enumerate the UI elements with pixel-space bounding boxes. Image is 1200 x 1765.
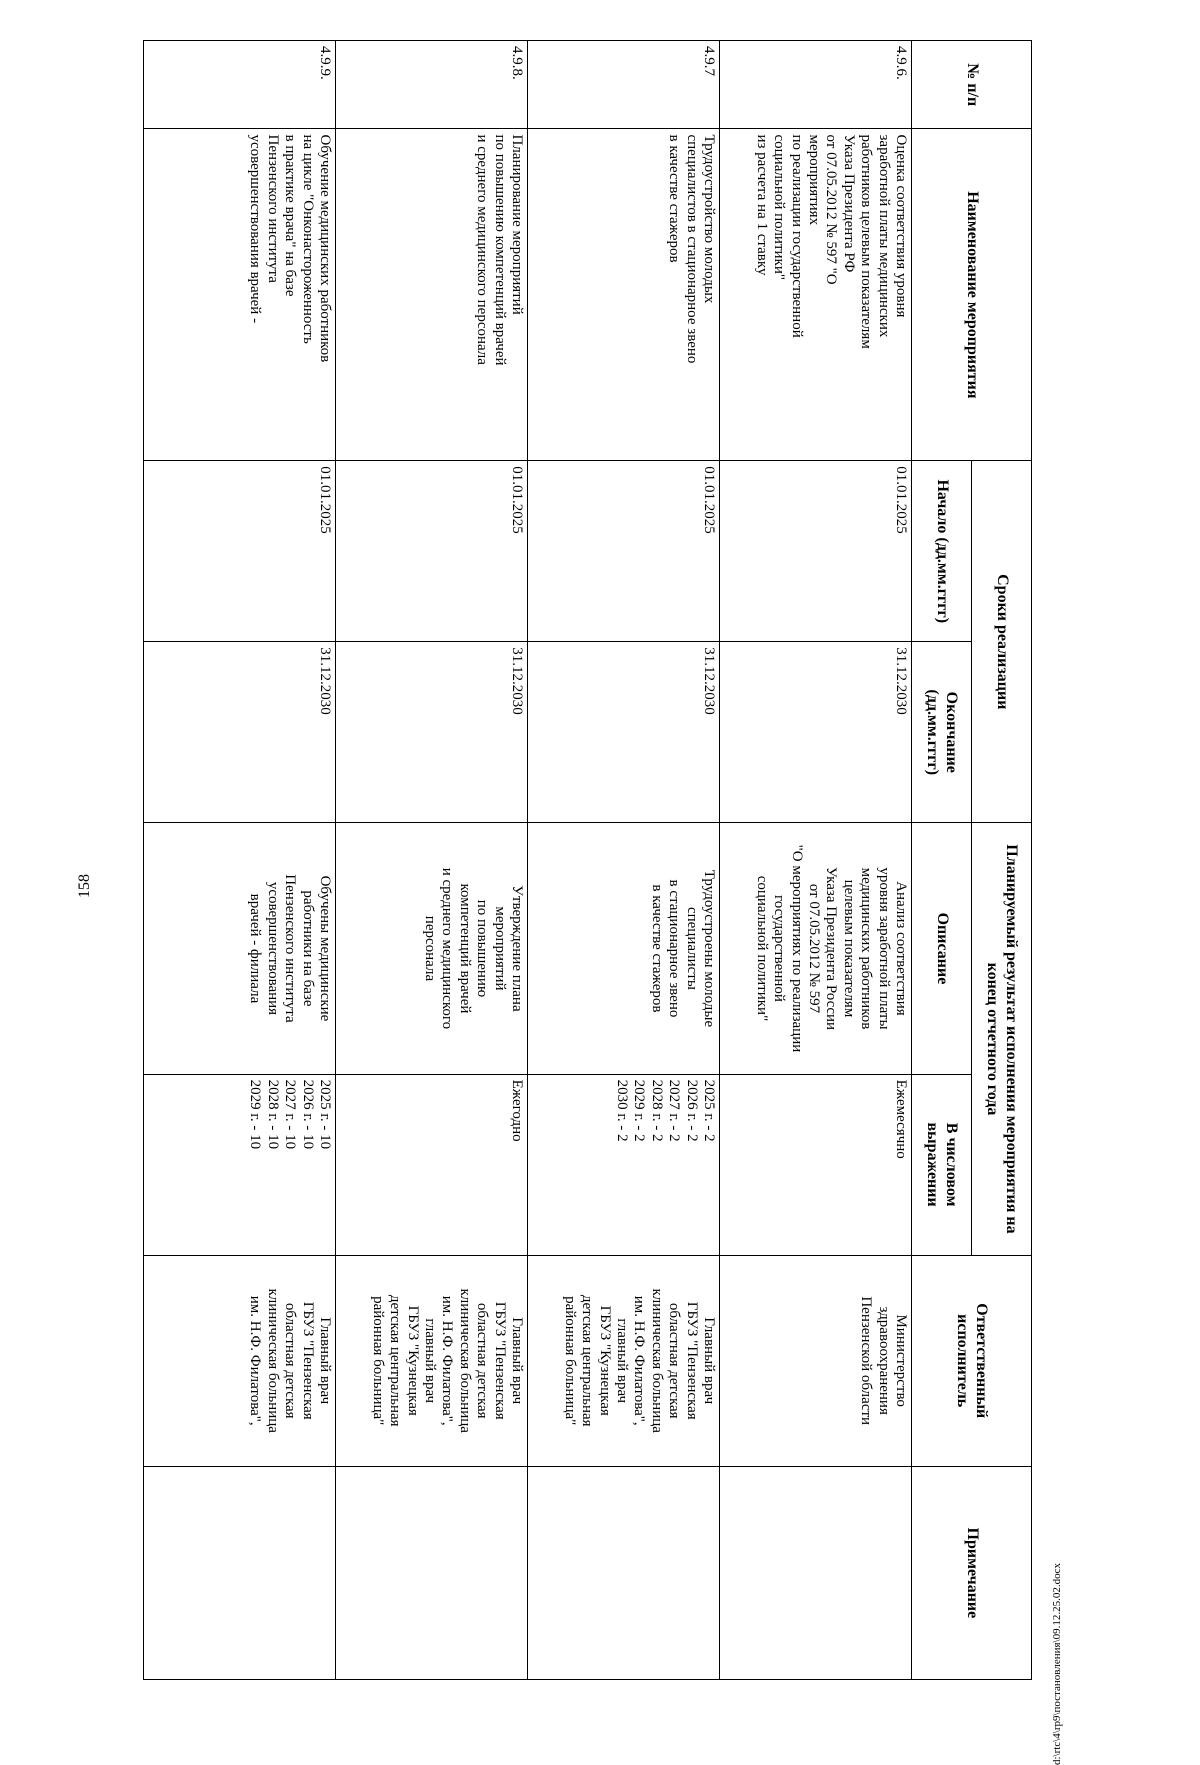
result-description-line: мероприятий [491,906,508,991]
responsible-executor-line: детская центральная [579,1294,596,1427]
result-description-line: медицинских работников [858,867,875,1030]
table-row [720,41,912,1680]
responsible-executor [336,1255,528,1466]
measure-name-line: заработной платы медицинских [875,134,892,338]
measure-name-line: по повышению компетенций врачей [491,134,508,366]
header-description: Описание [912,823,972,1074]
responsible-executor-line: ГБУЗ "Пензенская [299,1301,316,1420]
measure-name [144,129,336,461]
result-numeric-line: 2027 г. - 10 [282,1079,299,1150]
result-numeric-line: 2030 г. - 2 [614,1079,631,1142]
header-note: Примечание [912,1466,1032,1679]
result-description-line: Анализ соответствия [893,881,909,1016]
result-description [528,823,720,1074]
note [528,1466,720,1679]
measure-name-line: на цикле "Онконастороженность [299,134,316,344]
responsible-executor-line: Главный врач [317,1317,333,1405]
start-date: 01.01.2025 [720,461,912,642]
measure-name-line: Трудоустройство молодых [701,134,717,304]
result-description-line: врачей - филиала [247,893,264,1004]
result-description-line: компетенций врачей [456,883,473,1014]
header-period: Сроки реализации [972,461,1032,823]
result-numeric-line: 2026 г. - 10 [299,1079,316,1150]
measures-table-container [172,40,1032,1680]
row-number: 4.9.6. [720,41,912,129]
end-date: 31.12.2030 [528,642,720,823]
responsible-executor-line: областная детская [474,1302,491,1419]
result-description [336,823,528,1074]
measure-name-line: и среднего медицинского персонала [474,134,491,365]
result-description-line: в качестве стажеров [648,884,665,1013]
result-description-line: государственной [771,895,788,1002]
measure-name-line: Планирование мероприятий [509,134,525,315]
header-start: Начало (дд.мм.гггг) [912,461,972,642]
result-description-line: специалисты [683,906,700,990]
result-numeric-line: 2027 г. - 2 [666,1079,683,1142]
responsible-executor-line: ГБУЗ "Кузнецкая [404,1305,421,1416]
result-numeric-line: 2028 г. - 10 [264,1079,281,1150]
responsible-executor-line: детская центральная [387,1294,404,1427]
note [336,1466,528,1679]
responsible-executor-line: им. Н.Ф. Филатова", [247,1295,264,1426]
note [720,1466,912,1679]
responsible-executor-line: здравоохранения [875,1306,892,1415]
measure-name [336,129,528,461]
responsible-executor-line: областная детская [666,1302,683,1419]
start-date: 01.01.2025 [336,461,528,642]
result-description-line: Утверждение плана [509,885,525,1012]
header-result: Планируемый результат исполнения мероприятия на конец отчетного года [972,823,1032,1255]
result-numeric-line: 2029 г. - 10 [247,1079,264,1150]
end-date: 31.12.2030 [336,642,528,823]
result-description [720,823,912,1074]
responsible-executor-line: главный врач [614,1318,631,1404]
end-date: 31.12.2030 [144,642,336,823]
result-description-line: работники на базе [299,890,316,1007]
note [144,1466,336,1679]
responsible-executor-line: ГБУЗ "Пензенская [491,1301,508,1420]
measure-name-line: из расчета на 1 ставку [753,134,770,276]
result-description-line: уровня заработной платы [875,867,892,1030]
responsible-executor-line: ГБУЗ "Пензенская [683,1301,700,1420]
responsible-executor-line: им. Н.Ф. Филатова", [439,1295,456,1426]
responsible-executor-line: клиническая больница [456,1288,473,1433]
responsible-executor-line: ГБУЗ "Кузнецкая [596,1305,613,1416]
header-numeric: В числовом выражении [912,1074,972,1255]
result-description-line: усовершенствования [264,881,281,1016]
measure-name-line: Пензенского института [264,134,281,283]
result-numeric-line: 2028 г. - 2 [648,1079,665,1142]
responsible-executor-line: районная больница" [561,1296,578,1426]
measure-name-line: социальной политики" [771,134,788,280]
footer-file-path: d:\rtc\4\rp9\постановления\09.12.25.02.docx [1051,1563,1063,1765]
responsible-executor [144,1255,336,1466]
result-numeric-line: 2025 г. - 2 [701,1079,717,1142]
responsible-executor [720,1255,912,1466]
start-date: 01.01.2025 [528,461,720,642]
row-number: 4.9.9. [144,41,336,129]
result-description-line: целевым показателям [840,879,857,1018]
result-description-line: Трудоустроены молодые [701,869,717,1028]
result-numeric-line: Ежегодно [509,1079,525,1142]
measures-table [143,40,1032,1680]
header-num: № п/п [912,41,1032,129]
row-number: 4.9.8. [336,41,528,129]
measure-name-line: в качестве стажеров [666,134,683,263]
measure-name [720,129,912,461]
result-description-line: "О мероприятиях по реализации [788,844,805,1053]
responsible-executor-line: клиническая больница [648,1288,665,1433]
result-description-line: и среднего медицинского [439,867,456,1030]
result-description-line: Обучены медицинские [317,875,333,1022]
start-date: 01.01.2025 [144,461,336,642]
result-numeric-line: Ежемесячно [893,1079,909,1159]
table-row [528,41,720,1680]
result-numeric [720,1074,912,1255]
responsible-executor-line: районная больница" [369,1296,386,1426]
header-name: Наименование мероприятия [912,129,1032,461]
responsible-executor-line: Главный врач [509,1317,525,1405]
measure-name-line: работников целевым показателям [858,134,875,349]
measure-name-line: по реализации государственной [788,134,805,338]
result-numeric-line: 2029 г. - 2 [631,1079,648,1142]
result-numeric [144,1074,336,1255]
measure-name-line: Обучение медицинских работников [317,134,333,363]
result-description [144,823,336,1074]
responsible-executor-line: Министерство [893,1314,909,1407]
responsible-executor-line: Главный врач [701,1317,717,1405]
responsible-executor-line: им. Н.Ф. Филатова", [631,1295,648,1426]
measure-name-line: от 07.05.2012 № 597 "О [823,134,840,285]
measure-name-line: в практике врача" на базе [282,134,299,297]
result-numeric-line: 2026 г. - 2 [683,1079,700,1142]
table-row [336,41,528,1680]
row-number: 4.9.7 [528,41,720,129]
result-description-line: по повышению [474,899,491,998]
measure-name-line: Указа Президента РФ [840,134,857,273]
table-row [144,41,336,1680]
table-body [144,41,912,1680]
page-number: 158 [76,874,93,898]
measure-name-line: Оценка соответствия уровня [893,134,909,318]
result-description-line: от 07.05.2012 № 597 [806,883,823,1014]
result-numeric [528,1074,720,1255]
result-description-line: Пензенского института [282,874,299,1023]
responsible-executor-line: областная детская [282,1302,299,1419]
result-numeric-line: 2025 г. - 10 [317,1079,333,1150]
responsible-executor-line: главный врач [422,1318,439,1404]
measure-name-line: усовершенствования врачей - [247,134,264,324]
header-end: Окончание (дд.мм.гггг) [912,642,972,823]
end-date: 31.12.2030 [720,642,912,823]
responsible-executor [528,1255,720,1466]
responsible-executor-line: Пензенской области [858,1296,875,1426]
responsible-executor-line: клиническая больница [264,1288,281,1433]
measure-name [528,129,720,461]
header-executor: Ответственный исполнитель [912,1255,1032,1466]
measure-name-line: мероприятиях [806,134,823,226]
result-description-line: Указа Президента России [823,866,840,1031]
measure-name-line: специалистов в стационарное звено [683,134,700,364]
result-description-line: персонала [422,915,439,982]
result-description-line: в стационарное звено [666,879,683,1018]
result-numeric [336,1074,528,1255]
result-description-line: социальной политики" [753,875,770,1022]
